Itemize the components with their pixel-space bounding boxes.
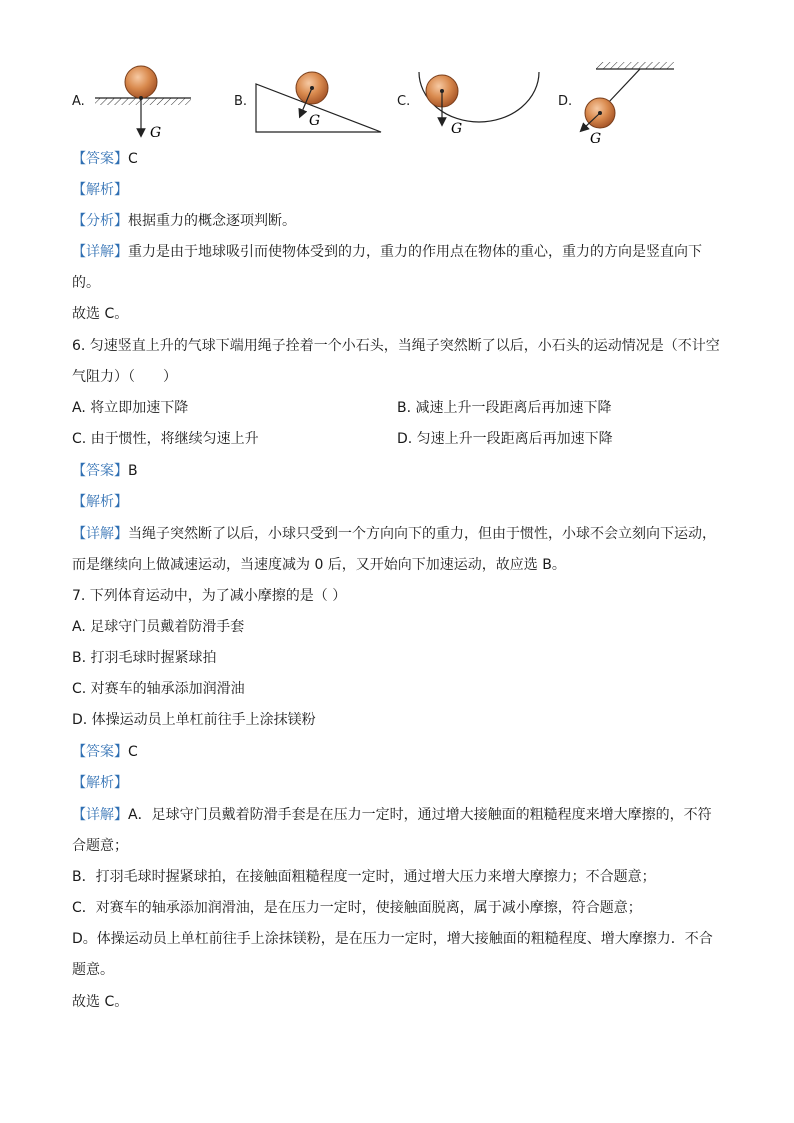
figure-b [256, 72, 381, 132]
detail-text: 重力是由于地球吸引而使物体受到的力，重力的作用点在物体的重心，重力的方向是竖直向下 [128, 244, 702, 260]
option-label-d: D. [558, 94, 573, 109]
analysis-tag: 【解析】 [72, 182, 128, 198]
q5-answer [72, 149, 138, 169]
q7-detail-a-cont: 合题意； [72, 838, 128, 854]
answer-value: C [128, 744, 138, 760]
q7-detail-a [72, 805, 712, 825]
q6-analysis-heading [72, 492, 128, 512]
q7-option-b: B. 打羽毛球时握紧球拍 [72, 650, 217, 666]
q7-detail-d: D。体操运动员上单杠前往手上涂抹镁粉，是在压力一定时，增大接触面的粗糙程度、增大摩擦力．不合 [72, 931, 713, 947]
force-label: G [451, 121, 463, 137]
detail-text: 当绳子突然断了以后，小球只受到一个方向向下的重力，但由于惯性，小球不会立刻向下运动， [128, 526, 716, 542]
q6-option-b: B. 减速上升一段距离后再加速下降 [397, 400, 612, 416]
q7-answer [72, 742, 138, 762]
detail-tag: 【详解】 [72, 244, 128, 260]
q6-option-d: D. 匀速上升一段距离后再加速下降 [397, 431, 613, 447]
answer-value: B [128, 463, 138, 479]
answer-tag: 【答案】 [72, 151, 128, 167]
q7-detail-b: B．打羽毛球时握紧球拍，在接触面粗糙程度一定时，通过增大压力来增大摩擦力；不合题意； [72, 869, 656, 885]
ball [125, 66, 157, 98]
force-label: G [150, 125, 162, 141]
figure-row [0, 0, 794, 160]
analysis-tag: 【解析】 [72, 494, 128, 510]
detail-tag: 【详解】 [72, 526, 128, 542]
q7-analysis-heading [72, 773, 128, 793]
q7-option-c: C. 对赛车的轴承添加润滑油 [72, 681, 245, 697]
option-label-a: A. [72, 94, 85, 109]
detail-tag: 【详解】 [72, 807, 128, 823]
q6-answer [72, 461, 138, 481]
q6-stem-cont: 气阻力）（ ） [72, 369, 177, 385]
answer-tag: 【答案】 [72, 744, 128, 760]
q6-option-c: C. 由于惯性，将继续匀速上升 [72, 431, 259, 447]
q5-conclusion: 故选 C。 [72, 306, 129, 322]
q7-conclusion: 故选 C。 [72, 994, 129, 1010]
q5-detail-cont: 的。 [72, 275, 100, 291]
detail-text: A．足球守门员戴着防滑手套是在压力一定时，通过增大接触面的粗糙程度来增大摩擦的，不符 [128, 807, 712, 823]
q7-detail-d-cont: 题意。 [72, 962, 114, 978]
q7-stem: 7. 下列体育运动中，为了减小摩擦的是（ ） [72, 588, 347, 604]
analysis-tag: 【解析】 [72, 775, 128, 791]
fenxi-tag: 【分析】 [72, 213, 128, 229]
q7-detail-c: C．对赛车的轴承添加润滑油，是在压力一定时，使接触面脱离，属于减小摩擦，符合题意； [72, 900, 642, 916]
q7-option-d: D. 体操运动员上单杠前往手上涂抹镁粉 [72, 712, 316, 728]
q5-fenxi [72, 211, 296, 231]
force-label: G [309, 113, 321, 129]
option-label-b: B. [234, 94, 248, 109]
answer-value: C [128, 151, 138, 167]
fenxi-text: 根据重力的概念逐项判断。 [128, 213, 296, 229]
figure-a [95, 66, 191, 141]
force-label: G [590, 131, 602, 147]
q5-analysis-heading [72, 180, 128, 200]
q6-detail [72, 524, 716, 544]
option-label-c: C. [397, 94, 411, 109]
figure-d [583, 62, 674, 147]
figure-c [419, 72, 539, 137]
q7-option-a: A. 足球守门员戴着防滑手套 [72, 619, 245, 635]
q6-detail-cont: 而是继续向上做减速运动，当速度减为 0 后，又开始向下加速运动，故应选 B。 [72, 557, 566, 573]
q6-option-a: A. 将立即加速下降 [72, 400, 189, 416]
q6-stem: 6. 匀速竖直上升的气球下端用绳子拴着一个小石头，当绳子突然断了以后，小石头的运动情况是（不计空 [72, 338, 720, 354]
q5-detail [72, 242, 702, 262]
answer-tag: 【答案】 [72, 463, 128, 479]
